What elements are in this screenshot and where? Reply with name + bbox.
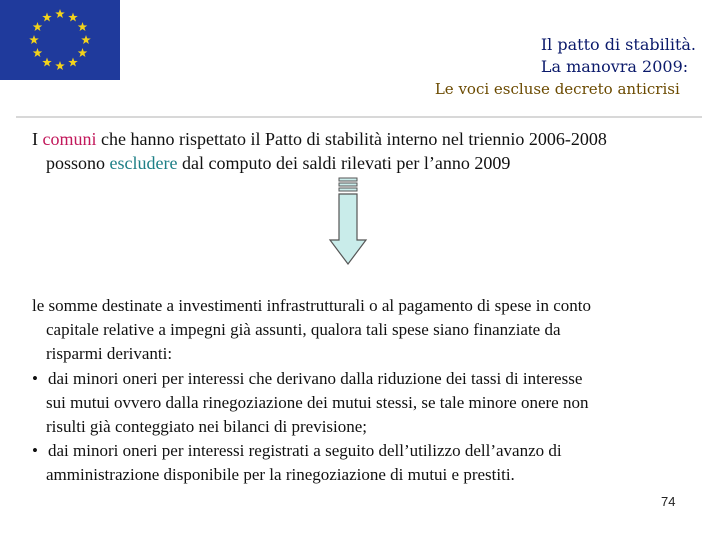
intro-text: dal computo dei saldi rilevati per l’anno 2009 bbox=[177, 153, 511, 173]
slide-title bbox=[435, 34, 696, 100]
highlight-escludere: escludere bbox=[109, 153, 178, 173]
title-line-2: La manovra 2009: bbox=[540, 57, 689, 76]
intro-paragraph bbox=[32, 127, 712, 175]
page-number: 74 bbox=[661, 494, 676, 509]
bullet-icon: • bbox=[32, 368, 38, 388]
body-line: le somme destinate a investimenti infrastrutturali o al pagamento di spese in conto bbox=[32, 296, 591, 315]
intro-line-1 bbox=[32, 127, 712, 151]
exclusions-paragraph bbox=[32, 294, 689, 488]
intro-text: che hanno rispettato il Patto di stabilità interno nel triennio 2006-2008 bbox=[96, 129, 607, 149]
intro-line-2 bbox=[32, 151, 712, 175]
down-arrow-icon bbox=[328, 176, 368, 268]
body-line: capitale relative a impegni già assunti, qualora tali spese siano finanziate da bbox=[46, 320, 561, 340]
bullet-text: dai minori oneri per interessi che derivano dalla riduzione dei tassi di interesse bbox=[48, 368, 583, 388]
intro-text: possono bbox=[46, 153, 110, 173]
body-line: sui mutui ovvero dalla rinegoziazione dei mutui stessi, se tale minore onere non bbox=[46, 392, 589, 412]
bullet-item-1 bbox=[32, 367, 689, 391]
body-line: risulti già conteggiato nei bilanci di previsione; bbox=[46, 417, 368, 437]
subtitle-line: Le voci escluse decreto anticrisi bbox=[434, 80, 680, 98]
intro-text: I bbox=[32, 129, 43, 149]
highlight-comuni: comuni bbox=[42, 129, 97, 149]
eu-flag-icon bbox=[0, 0, 120, 80]
body-line: amministrazione disponibile per la rinegoziazione di mutui e prestiti. bbox=[46, 465, 515, 485]
bullet-item-2 bbox=[32, 439, 689, 463]
bullet-icon: • bbox=[32, 441, 38, 461]
divider bbox=[16, 116, 702, 118]
body-line: risparmi derivanti: bbox=[46, 344, 173, 364]
title-line-1: Il patto di stabilità. bbox=[540, 35, 696, 54]
bullet-text: dai minori oneri per interessi registrati a seguito dell’utilizzo dell’avanzo di bbox=[48, 441, 562, 461]
